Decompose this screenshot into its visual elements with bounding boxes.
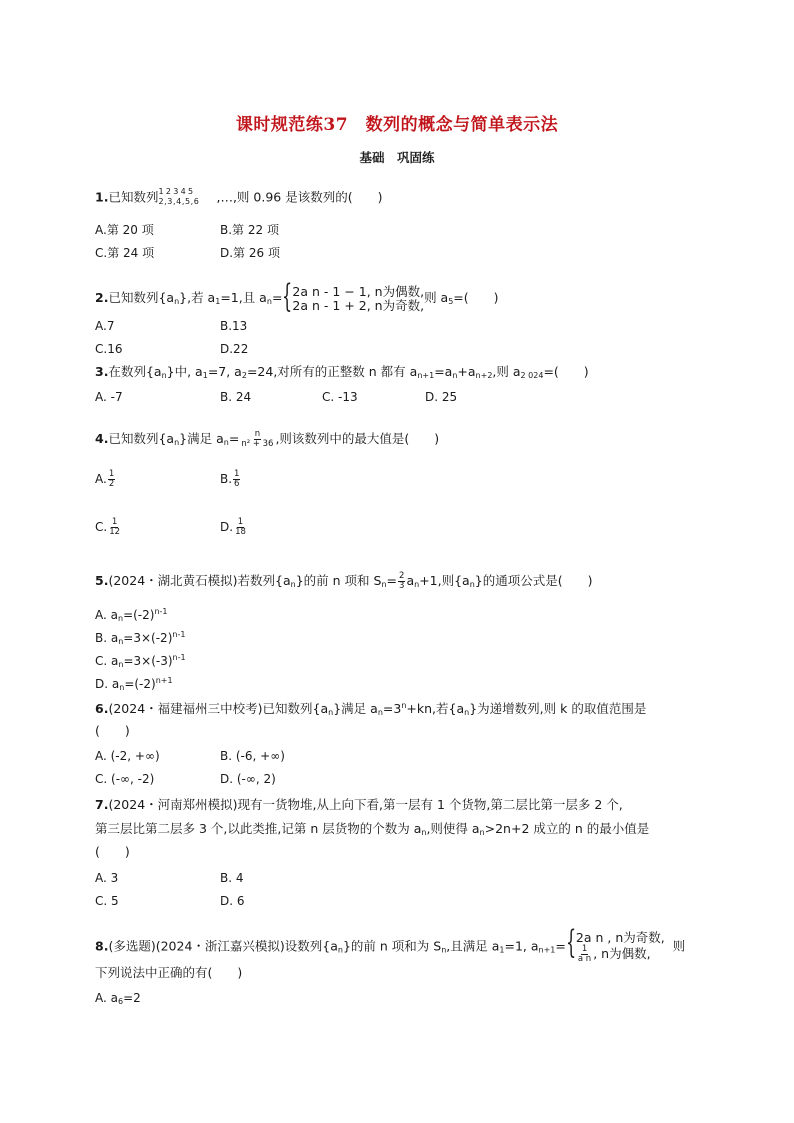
option-c: C. -13	[322, 390, 358, 404]
fraction: $\frac{2}{3}$	[399, 571, 405, 591]
question-number: 1.	[95, 189, 109, 205]
option-b: B. (-6, +∞)	[220, 749, 285, 763]
option-c: C. $\frac{1}{12}$	[95, 517, 121, 537]
option-a: A.7	[95, 319, 115, 333]
option-a: A. $a_6=2$	[95, 991, 141, 1006]
option-d: D.22	[220, 342, 249, 356]
option-b: B.第 22 项	[220, 223, 279, 237]
option-d: D. $\frac{1}{18}$	[220, 517, 246, 537]
question-5: 5.(2024・湖北黄石模拟)若数列$\{a_n\}$的前 n 项和 $S_n=$ $\frac{2}{3}$ $a_n+1$,则$\{a_n\}$的通项公式是( )	[95, 571, 593, 591]
piecewise-formula: { 2a n , n为奇数, $\frac{1}{\text{a n}}$ , n为偶数,	[565, 923, 665, 964]
option-c: C.第 24 项	[95, 246, 155, 260]
page-title: 课时规范练37 数列的概念与简单表示法	[235, 115, 559, 135]
question-8-line-2: 下列说法中正确的有( )	[95, 965, 243, 980]
option-a: A. $\frac{1}{2}$	[95, 469, 115, 489]
option-a: A. 3	[95, 871, 119, 885]
section-heading: 基础 巩固练	[359, 150, 435, 165]
question-3: 3.在数列$\{a_n\}$中, $a_1=7$, $a_2=24$,对所有的正整数 n 都有 $a_{n+1}=a_n+a_{n+2}$,则 $a_{2 024}=$( )	[95, 364, 589, 380]
question-7: 7.(2024・河南郑州模拟)现有一货物堆,从上向下看,第一层有 1 个货物,第二层比第一层多 2 个,	[95, 797, 623, 812]
answer-blank: ( )	[95, 723, 130, 738]
option-a: A. -7	[95, 390, 123, 404]
question-6: 6.(2024・福建福州三中校考)已知数列$\{a_n\}$满足 $a_n=3^n+kn$,若$\{a_n\}$为递增数列,则 k 的取值范围是	[95, 701, 647, 717]
option-b: B.13	[220, 319, 248, 333]
option-c: C. 5	[95, 894, 119, 908]
fraction: $\frac{n}{\text{n² + 36}}$	[241, 429, 274, 449]
option-a: A. (-2, +∞)	[95, 749, 160, 763]
option-d: D. $a_n=(-2)^{n+1}$	[95, 676, 173, 692]
option-a: A.第 20 项	[95, 223, 154, 237]
option-d: D. (-∞, 2)	[220, 772, 276, 786]
option-c: C. $a_n=3\times(-3)^{n-1}$	[95, 653, 186, 669]
question-1: 1.已知数列 12345 2,3,4,5,6 ,…,则 0.96 是该数列的( )	[95, 187, 383, 206]
option-b: B. $a_n=3\times(-2)^{n-1}$	[95, 630, 186, 646]
option-b: B. 4	[220, 871, 244, 885]
option-d: D. 6	[220, 894, 245, 908]
option-c: C. (-∞, -2)	[95, 772, 155, 786]
question-8: 8.(多选题)(2024・浙江嘉兴模拟)设数列$\{a_n\}$的前 n 项和为 $S_n$,且满足 $a_1=1$, $a_{n+1}=$ { 2a n , n为奇数, $\frac{1}{\text{a n}}$ , n为偶数, 则	[95, 923, 686, 964]
option-c: C.16	[95, 342, 123, 356]
option-d: D. 25	[425, 390, 458, 404]
fraction-sequence: 12345 2,3,4,5,6	[158, 187, 200, 206]
option-a: A. $a_n=(-2)^{n-1}$	[95, 607, 168, 623]
question-4: 4.已知数列$\{a_n\}$满足 $a_n=$ $\frac{n}{\text{n² + 36}}$ ,则该数列中的最大值是( )	[95, 429, 440, 449]
option-b: B. $\frac{1}{6}$	[220, 469, 240, 489]
piecewise-formula: { 2a n - 1 − 1, n为偶数, 2a n - 1 + 2, n为奇数,	[282, 277, 425, 315]
question-7-line-2: 第三层比第二层多 3 个,以此类推,记第 n 层货物的个数为 $a_n$,则使得 $a_n>2n+2$ 成立的 n 的最小值是	[95, 821, 650, 837]
option-d: D.第 26 项	[220, 246, 280, 260]
question-2: 2.已知数列$\{a_n\}$,若 $a_1=1$,且 $a_n=$ { 2a n - 1 − 1, n为偶数, 2a n - 1 + 2, n为奇数, 则 $a_5=$( )	[95, 277, 499, 315]
option-b: B. 24	[220, 390, 252, 404]
answer-blank: ( )	[95, 844, 130, 859]
